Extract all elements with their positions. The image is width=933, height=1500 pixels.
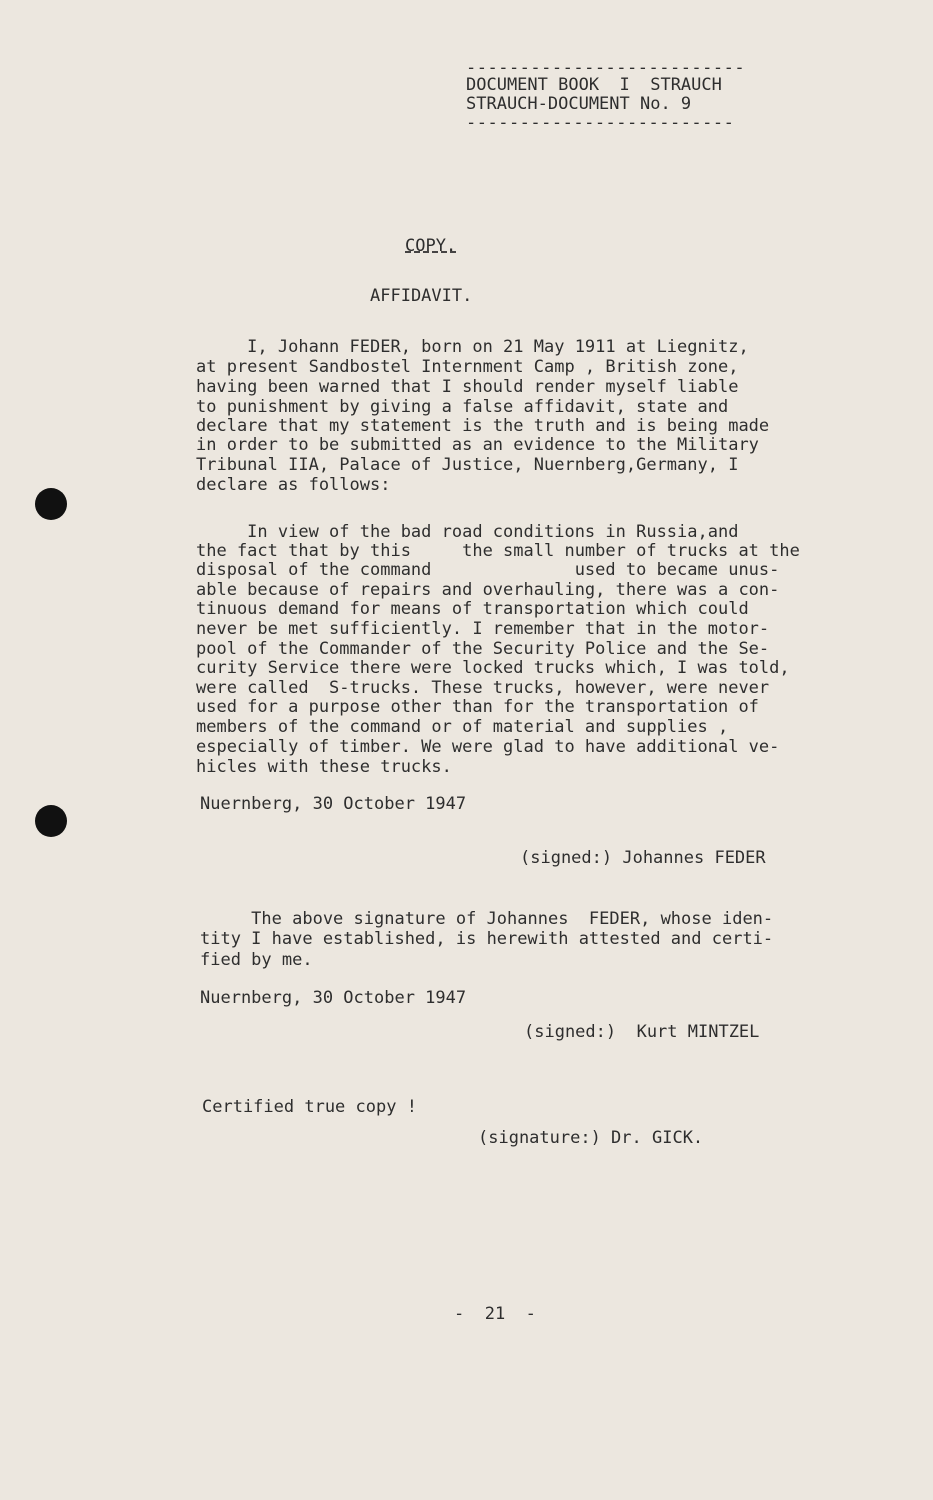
header-rule-bottom: ------------------------- <box>466 113 735 133</box>
p3-line: tity I have established, is herewith attested and certi- <box>200 929 774 949</box>
page-number: - 21 - <box>454 1304 536 1324</box>
title-copy: COPY. <box>405 236 457 256</box>
p2-line: the fact that by this the small number of trucks at the <box>196 541 800 561</box>
p2-line: disposal of the command used to became unus- <box>196 560 780 580</box>
p2-line: were called S-trucks. These trucks, however, were never <box>196 678 770 698</box>
p1-line: to punishment by giving a false affidavit, state and <box>196 397 729 417</box>
p2-line: curity Service there were locked trucks which, I was told, <box>196 658 790 678</box>
signed-mintzel: (signed:) Kurt MINTZEL <box>524 1022 760 1042</box>
p2-line: In view of the bad road conditions in Russia,and <box>196 522 739 542</box>
p2-line: tinuous demand for means of transportation which could <box>196 599 749 619</box>
p1-line: having been warned that I should render myself liable <box>196 377 739 397</box>
signature-gick: (signature:) Dr. GICK. <box>478 1128 704 1148</box>
p2-line: hicles with these trucks. <box>196 757 452 777</box>
p3-line: fied by me. <box>200 950 313 970</box>
header-line-1: DOCUMENT BOOK I STRAUCH <box>466 75 722 95</box>
p2-line: especially of timber. We were glad to have additional ve- <box>196 737 780 757</box>
punch-hole-bottom <box>35 805 67 837</box>
p1-line: I, Johann FEDER, born on 21 May 1911 at Liegnitz, <box>196 337 749 357</box>
title-affidavit: AFFIDAVIT. <box>370 286 473 306</box>
p2-line: able because of repairs and overhauling, there was a con- <box>196 580 780 600</box>
header-rule-top: -------------------------- <box>466 58 746 78</box>
p2-line: pool of the Commander of the Security Police and the Se- <box>196 639 770 659</box>
header-line-2: STRAUCH-DOCUMENT No. 9 <box>466 94 692 114</box>
punch-hole-top <box>35 488 67 520</box>
p3-line: The above signature of Johannes FEDER, whose iden- <box>200 909 774 929</box>
p1-line: in order to be submitted as an evidence to the Military <box>196 435 759 455</box>
p1-line: declare that my statement is the truth and is being made <box>196 416 770 436</box>
p2-line: members of the command or of material and supplies , <box>196 717 729 737</box>
p1-line: Tribunal IIA, Palace of Justice, Nuernberg,Germany, I <box>196 455 739 475</box>
place-date-2: Nuernberg, 30 October 1947 <box>200 988 467 1008</box>
p1-line: at present Sandbostel Internment Camp , British zone, <box>196 357 739 377</box>
p1-line: declare as follows: <box>196 475 391 495</box>
signed-feder: (signed:) Johannes FEDER <box>520 848 766 868</box>
p2-line: used for a purpose other than for the transportation of <box>196 697 759 717</box>
certified-true-copy: Certified true copy ! <box>202 1097 417 1117</box>
place-date-1: Nuernberg, 30 October 1947 <box>200 794 467 814</box>
p2-line: never be met sufficiently. I remember that in the motor- <box>196 619 770 639</box>
